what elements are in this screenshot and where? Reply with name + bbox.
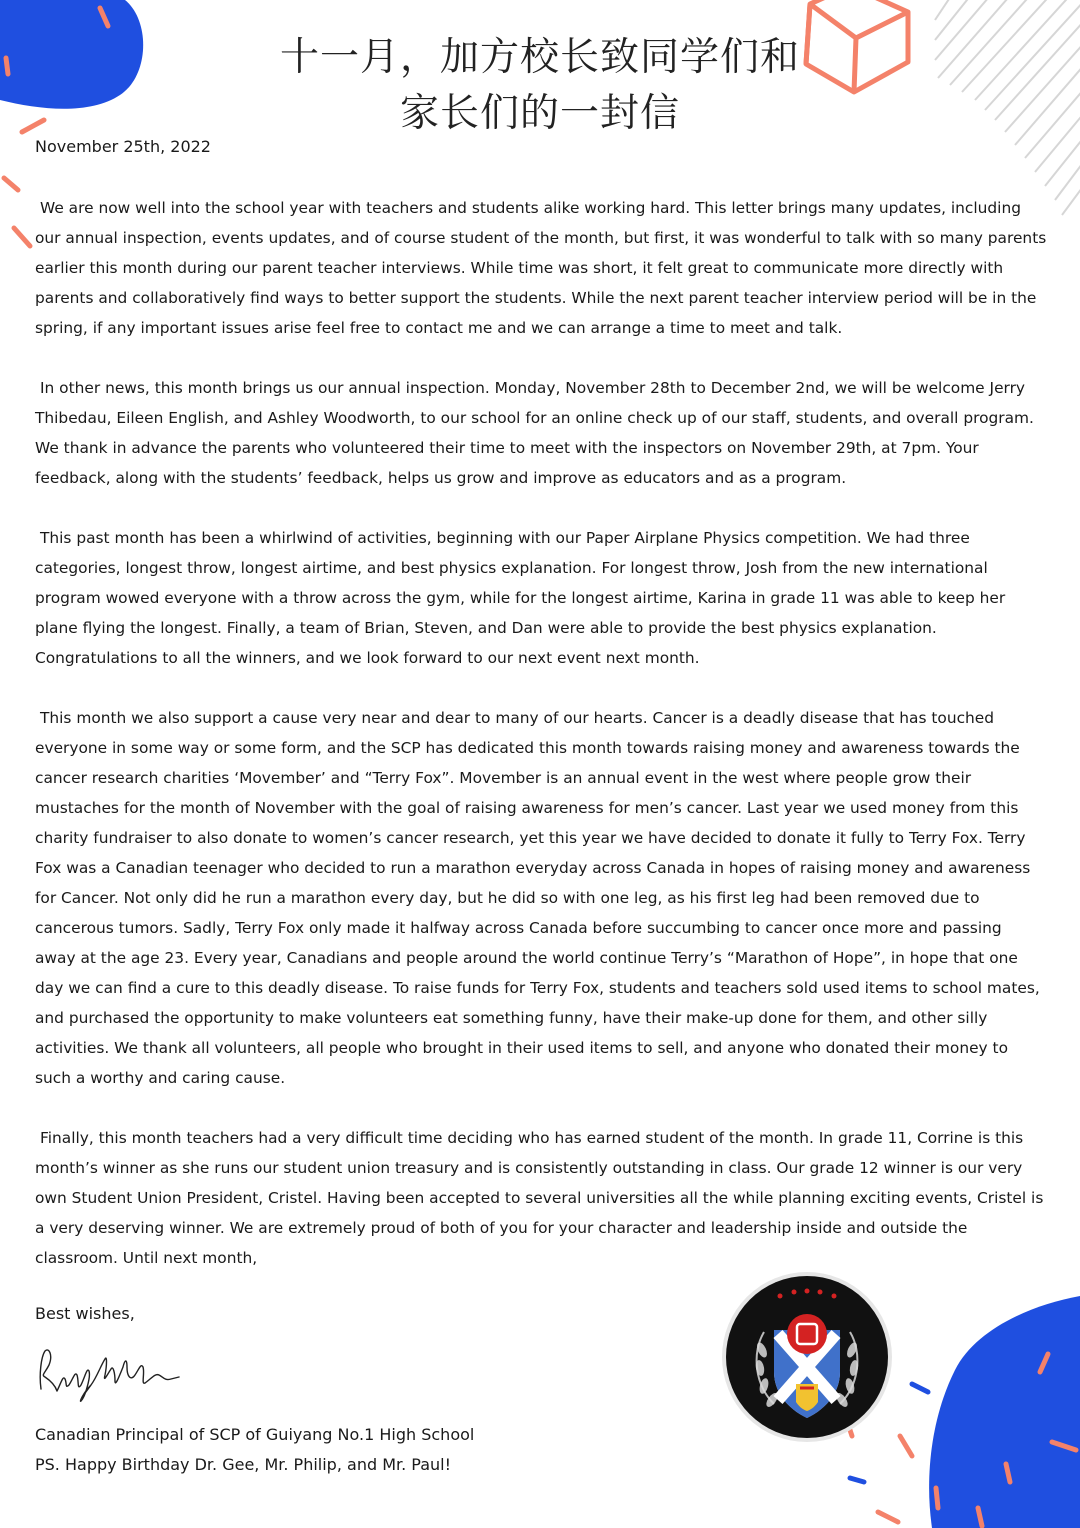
paragraph-student-of-month: Finally, this month teachers had a very difficult time deciding who has earned student of the month. In grade 11, Corrine is this month’s winner as she runs our student union treasury and is consistently outstanding in class. Our grade 12 winner is our very own Student Union President, Cristel. Having been accepted to several universities all the while planning exciting events, Cristel is a very deserving winner. We are extremely proud of both of you for your character and leadership inside and outside the classroom. Until next month, [35, 1129, 1044, 1267]
title-line-2: 家长们的一封信 [399, 91, 680, 136]
signer-title: Canadian Principal of SCP of Guiyang No.1 High School [35, 1425, 475, 1444]
letter-footer [35, 1420, 474, 1480]
letter-title [0, 30, 1080, 142]
blue-blob-bottom-right [929, 1296, 1080, 1528]
handwritten-signature-icon [35, 1345, 185, 1409]
title-line-1: 十一月，加方校长致同学们和 [279, 35, 800, 80]
paragraph-intro: We are now well into the school year with teachers and students alike working hard. This letter brings many updates, including our annual inspection, events updates, and of course student of the month, but first, it was wonderful to talk with so many parents earlier this month during our parent teacher interviews. While time was short, it felt great to communicate more directly with parents and collaboratively find ways to better support the students. While the next parent teacher interview period will be in the spring, if any important issues arise feel free to contact me and we can arrange a time to meet and talk. [35, 199, 1047, 337]
postscript: PS. Happy Birthday Dr. Gee, Mr. Philip, and Mr. Paul! [35, 1455, 452, 1474]
paragraph-inspection: In other news, this month brings us our annual inspection. Monday, November 28th to December 2nd, we will be welcome Jerry Thibedau, Eileen English, and Ashley Woodworth, to our school for an online check up of our staff, students, and overall program. We thank in advance the parents who volunteered their time to meet with the inspectors on November 29th, at 7pm. Your feedback, along with the students’ feedback, helps us grow and improve as educators and as a program. [35, 379, 1034, 487]
letter-body [35, 193, 1047, 1303]
letter-date: November 25th, 2022 [35, 137, 211, 156]
paragraph-fundraiser: This month we also support a cause very near and dear to many of our hearts. Cancer is a deadly disease that has touched everyone in some way or some form, and the SCP has dedicated this month towards raising money and awareness towards the cancer research charities ‘Movember’ and “Terry Fox”. Movember is an annual event in the west where people grow their mustaches for the month of November with the goal of raising awareness for men’s cancer. Last year we used money from this charity fundraiser to also donate to women’s cancer research, yet this year we have decided to donate it fully to Terry Fox. Terry Fox was a Canadian teenager who decided to run a marathon everyday across Canada in hopes of raising money and awareness for Cancer. Not only did he run a marathon every day, but he did so with one leg, as his first leg had been removed due to cancerous tumors. Sadly, Terry Fox only made it halfway across Canada before succumbing to cancer once more and passing away at the age 23. Every year, Canadians and people around the world continue Terry’s “Marathon of Hope”, in hope that one day we can find a cure to this deadly disease. To raise funds for Terry Fox, students and teachers sold used items to school mates, and purchased the opportunity to make volunteers eat something funny, have their make-up done for them, and other silly activities. We thank all volunteers, all people who brought in their used items to sell, and anyone who donated their money to such a worthy and caring cause. [35, 709, 1040, 1087]
school-crest-seal-icon [722, 1272, 892, 1446]
paragraph-activities: This past month has been a whirlwind of activities, beginning with our Paper Airplane Physics competition. We had three categories, longest throw, longest airtime, and best physics explanation. For longest throw, Josh from the new international program wowed everyone with a throw across the gym, while for the longest airtime, Karina in grade 11 was able to keep her plane flying the longest. Finally, a team of Brian, Steven, and Dan were able to provide the best physics explanation. Congratulations to all the winners, and we look forward to our next event next month. [35, 529, 1006, 667]
closing-salutation: Best wishes, [35, 1304, 135, 1323]
